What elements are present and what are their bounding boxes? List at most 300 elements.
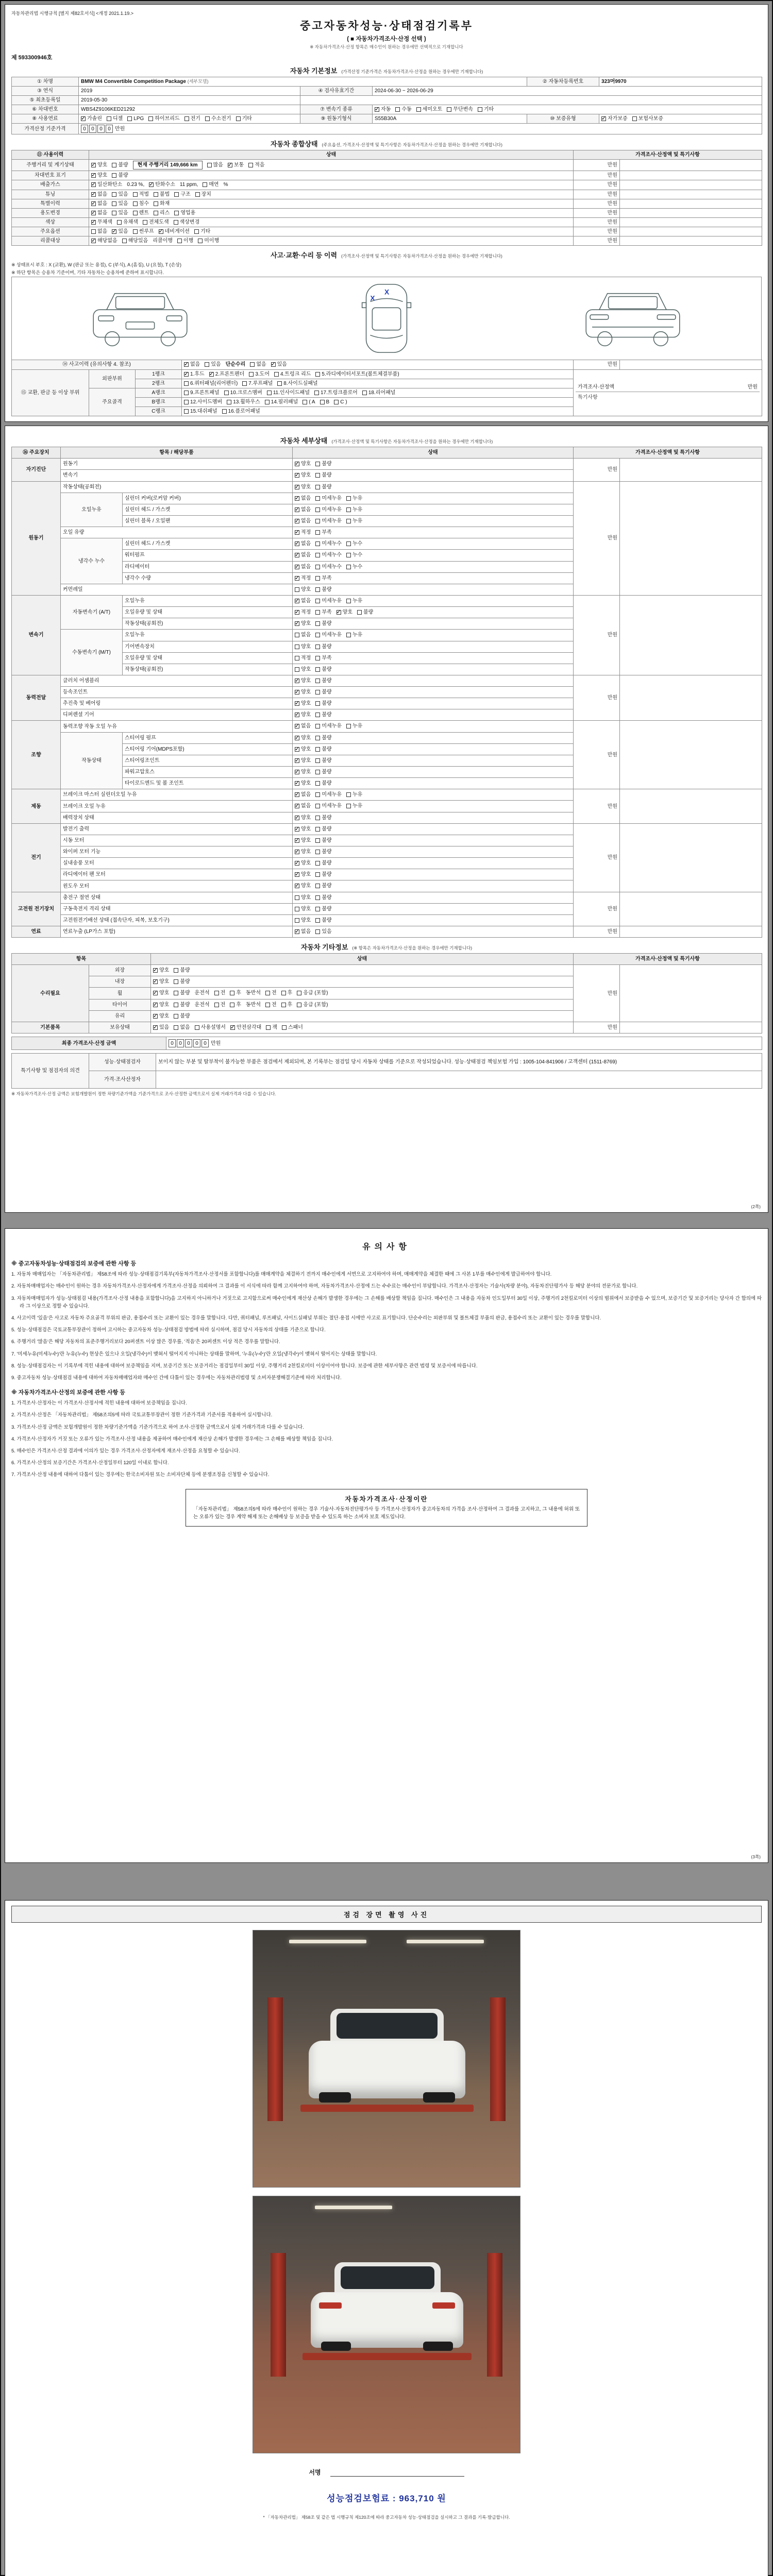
checkbox-unchecked[interactable]: [174, 210, 195, 216]
checkbox-group: [601, 115, 668, 122]
checkbox-checked[interactable]: [184, 371, 205, 378]
checkbox-unchecked[interactable]: [282, 1024, 303, 1031]
checkbox-box: [295, 736, 299, 740]
checkbox-unchecked[interactable]: [281, 990, 293, 996]
checkbox-unchecked[interactable]: [315, 598, 342, 604]
checkbox-checked[interactable]: [295, 518, 311, 524]
checkbox-label: 불량: [322, 769, 332, 775]
checkbox-unchecked[interactable]: [315, 495, 342, 502]
checkbox-checked[interactable]: [91, 200, 107, 207]
checkbox-unchecked[interactable]: [112, 162, 128, 168]
item-label: 실린더 커버(로커암 커버): [123, 493, 293, 504]
checkbox-unchecked[interactable]: [194, 228, 210, 235]
checkbox-box: [478, 107, 482, 112]
checkbox-unchecked[interactable]: [184, 399, 222, 405]
checkbox-unchecked[interactable]: [205, 115, 231, 122]
checkbox-unchecked[interactable]: [315, 883, 331, 889]
remark-label: 특기사항: [578, 394, 598, 400]
misc-col-item: 항목: [12, 954, 151, 965]
checkbox-unchecked[interactable]: [265, 399, 298, 405]
checkbox-group: [149, 181, 180, 188]
checkbox-unchecked[interactable]: [315, 780, 331, 787]
checkbox-unchecked[interactable]: [315, 837, 331, 844]
checkbox-checked[interactable]: [295, 575, 311, 582]
checkbox-unchecked[interactable]: [346, 598, 362, 604]
checkbox-unchecked[interactable]: [315, 586, 331, 593]
checkbox-checked[interactable]: [295, 609, 311, 616]
checkbox-unchecked[interactable]: [242, 380, 273, 387]
checkbox-label: 부족: [322, 575, 332, 581]
checkbox-unchecked[interactable]: [315, 928, 331, 935]
checkbox-label: 누수: [352, 541, 363, 547]
checkbox-checked[interactable]: [295, 826, 311, 833]
checkbox-group: [153, 1002, 195, 1008]
checkbox-checked[interactable]: [295, 883, 311, 889]
checkbox-unchecked[interactable]: [315, 677, 331, 684]
checkbox-checked[interactable]: [153, 978, 169, 985]
checkbox-checked[interactable]: [295, 723, 311, 730]
checkbox-unchecked[interactable]: [295, 655, 311, 662]
checkbox-unchecked[interactable]: [133, 191, 149, 198]
checkbox-group: [214, 1002, 246, 1008]
checkbox-unchecked[interactable]: [346, 506, 362, 513]
checkbox-checked[interactable]: [295, 780, 311, 787]
checkbox-unchecked[interactable]: [112, 210, 128, 216]
checkbox-unchecked[interactable]: [266, 1024, 277, 1031]
checkbox-label: 불량: [180, 990, 190, 996]
checkbox-checked[interactable]: [91, 191, 107, 198]
checkbox-checked[interactable]: [295, 860, 311, 867]
checkbox-checked[interactable]: [228, 162, 244, 168]
checkbox-unchecked[interactable]: [334, 399, 347, 405]
checkbox-unchecked[interactable]: [315, 871, 331, 878]
checkbox-box: [375, 107, 379, 112]
checkbox-box: [315, 587, 320, 592]
checkbox-unchecked[interactable]: [315, 552, 342, 558]
checkbox-checked[interactable]: [295, 552, 311, 558]
checkbox-group: [295, 711, 337, 718]
checkbox-box: [117, 220, 122, 225]
checkbox-label: 사용설명서: [200, 1024, 226, 1030]
checkbox-checked[interactable]: [209, 371, 245, 378]
checkbox-checked[interactable]: [295, 564, 311, 570]
notice-item: 5. 매수인은 가격조사·산정 결과에 이의가 있는 경우 가격조사·산정자에게 재조사·산정을 요청할 수 있습니다.: [11, 1448, 240, 1454]
checkbox-checked[interactable]: [295, 769, 311, 775]
checkbox-label: 적정: [301, 575, 311, 581]
notice-item: 2. 가격조사·산정은 「자동차관리법」 제58조의5에 따라 국토교통부장관이 정한 기준가격과 기준서를 적용하여 실시합니다.: [11, 1412, 273, 1418]
checkbox-unchecked[interactable]: [346, 540, 362, 547]
checkbox-unchecked[interactable]: [267, 389, 310, 396]
checkbox-unchecked[interactable]: [346, 518, 362, 524]
checkbox-box: [315, 485, 320, 489]
checkbox-unchecked[interactable]: [346, 552, 362, 558]
state-checks: [293, 709, 574, 721]
checkbox-checked[interactable]: [295, 735, 311, 741]
checkbox-unchecked[interactable]: [133, 200, 149, 207]
checkbox-unchecked[interactable]: [184, 408, 217, 415]
checkbox-unchecked[interactable]: [416, 106, 443, 113]
checkbox-group: [195, 1024, 308, 1031]
checkbox-unchecked[interactable]: [447, 106, 473, 113]
checkbox-box: [315, 895, 320, 900]
checkbox-checked[interactable]: [230, 1024, 261, 1031]
checkbox-label: 없음: [256, 362, 266, 368]
checkbox-unchecked[interactable]: [174, 990, 190, 996]
checkbox-label: 누유: [352, 723, 363, 730]
checkbox-unchecked[interactable]: [314, 389, 358, 396]
checkbox-unchecked[interactable]: [315, 815, 331, 821]
notice-item: 6. 주행거리 '많음'은 해당 자동차의 표준주행거리보다 20퍼센트 이상 많은 경우를, '적음'은 20퍼센트 이상 적은 경우를 말합니다.: [11, 1339, 280, 1345]
checkbox-unchecked[interactable]: [315, 803, 342, 809]
checkbox-label: 불량: [322, 872, 332, 878]
checkbox-unchecked[interactable]: [315, 860, 331, 867]
price-amount: 만원: [574, 180, 620, 190]
checkbox-unchecked[interactable]: [295, 666, 311, 673]
reg-no-value: 323머9970: [599, 77, 762, 87]
checkbox-checked[interactable]: [601, 115, 628, 122]
checkbox-unchecked[interactable]: [315, 564, 342, 570]
final-price-table: [11, 1037, 762, 1050]
checkbox-checked[interactable]: [295, 461, 311, 467]
checkbox-unchecked[interactable]: [91, 228, 107, 235]
accident-history-label: ⑭ 사고이력 (유의사항 4. 참조): [12, 360, 182, 369]
item-label: 냉각수 수량: [123, 572, 293, 584]
checkbox-checked[interactable]: [295, 803, 311, 809]
checkbox-unchecked[interactable]: [315, 609, 331, 616]
checkbox-unchecked[interactable]: [346, 803, 362, 809]
checkbox-box: [112, 173, 116, 178]
checkbox-checked[interactable]: [112, 228, 128, 235]
checkbox-checked[interactable]: [295, 815, 311, 821]
misc-state: [151, 1010, 574, 1022]
checkbox-checked[interactable]: [295, 506, 311, 513]
insurance-fee-text: 성능점검보험료 : 963,710 원: [327, 2494, 446, 2504]
checkbox-unchecked[interactable]: [184, 389, 220, 396]
section-title-accident: 사고·교환·수리 등 이력: [271, 251, 337, 260]
checkbox-unchecked[interactable]: [478, 106, 494, 113]
checkbox-unchecked[interactable]: [230, 1002, 241, 1008]
price-amount: 만원: [574, 965, 620, 1022]
checkbox-unchecked[interactable]: [148, 115, 179, 122]
checkbox-label: 미세누유: [322, 803, 342, 809]
checkbox-checked[interactable]: [337, 609, 352, 616]
checkbox-unchecked[interactable]: [315, 723, 342, 730]
checkbox-unchecked[interactable]: [315, 666, 331, 673]
checkbox-label: 양호: [301, 883, 311, 889]
checkbox-unchecked[interactable]: [133, 210, 149, 216]
checkbox-unchecked[interactable]: [315, 371, 399, 378]
year-label: ③ 연식: [12, 87, 79, 96]
checkbox-checked[interactable]: [153, 990, 169, 996]
checkbox-unchecked[interactable]: [357, 609, 373, 616]
checkbox-unchecked[interactable]: [236, 115, 252, 122]
checkbox-checked[interactable]: [81, 115, 102, 122]
checkbox-unchecked[interactable]: [207, 162, 223, 168]
checkbox-checked[interactable]: [295, 689, 311, 696]
checkbox-checked[interactable]: [295, 495, 311, 502]
checkbox-unchecked[interactable]: [303, 399, 315, 405]
checkbox-unchecked[interactable]: [315, 643, 331, 650]
checkbox-unchecked[interactable]: [154, 210, 170, 216]
checkbox-unchecked[interactable]: [277, 380, 317, 387]
checkbox-label: 양호: [159, 1013, 170, 1019]
checkbox-unchecked[interactable]: [346, 564, 362, 570]
device-label: 동력전달: [12, 675, 61, 721]
checkbox-unchecked[interactable]: [297, 990, 328, 996]
checkbox-unchecked[interactable]: [346, 791, 362, 798]
item-label: 라디에이터: [123, 561, 293, 572]
checkbox-unchecked[interactable]: [195, 1024, 226, 1031]
checkbox-checked[interactable]: [295, 700, 311, 707]
checkbox-unchecked[interactable]: [315, 689, 331, 696]
checkbox-label: 적정: [301, 655, 311, 661]
checkbox-unchecked[interactable]: [112, 200, 128, 207]
checkbox-unchecked[interactable]: [174, 219, 200, 226]
checkbox-checked[interactable]: [295, 849, 311, 855]
checkbox-unchecked[interactable]: [346, 632, 362, 638]
vin-label: ⑥ 차대번호: [12, 105, 79, 114]
checkbox-unchecked[interactable]: [214, 1002, 226, 1008]
checkbox-checked[interactable]: [91, 219, 112, 226]
checkbox-checked[interactable]: [184, 361, 200, 368]
checkbox-unchecked[interactable]: [195, 191, 211, 198]
checkbox-unchecked[interactable]: [227, 399, 260, 405]
checkbox-unchecked[interactable]: [107, 115, 123, 122]
notice-item: 7. 가격조사·산정 내용에 대하여 다툼이 있는 경우에는 한국소비자원 또는 소비자단체 등에 분쟁조정을 신청할 수 있습니다.: [11, 1472, 270, 1478]
checkbox-unchecked[interactable]: [315, 472, 331, 479]
checkbox-checked[interactable]: [295, 871, 311, 878]
misc-row: [12, 1022, 762, 1033]
checkbox-unchecked[interactable]: [297, 1002, 328, 1008]
checkbox-unchecked[interactable]: [143, 219, 169, 226]
checkbox-unchecked[interactable]: [174, 191, 190, 198]
checkbox-unchecked[interactable]: [198, 238, 219, 244]
state-checks: [293, 721, 574, 732]
checkbox-checked[interactable]: [375, 106, 391, 113]
checkbox-checked[interactable]: [149, 181, 175, 188]
notice-item: 6. 가격조사·산정의 보증기간은 가격조사·산정일부터 120일 이내로 합니다.: [11, 1460, 169, 1466]
section-misc-header: [11, 942, 762, 952]
checkbox-box: [271, 362, 276, 367]
checkbox-unchecked[interactable]: [295, 917, 311, 924]
checkbox-box: [174, 211, 179, 215]
checkbox-box: [91, 220, 96, 225]
checkbox-checked[interactable]: [295, 791, 311, 798]
checkbox-unchecked[interactable]: [315, 894, 331, 901]
checkbox-checked[interactable]: [153, 967, 169, 974]
checkbox-label: 불량: [322, 815, 332, 821]
checkbox-label: 있음: [277, 362, 287, 368]
checkbox-unchecked[interactable]: [315, 746, 331, 753]
misc-info-table: [11, 953, 762, 1033]
checkbox-checked[interactable]: [295, 529, 311, 536]
device-label: 조향: [12, 721, 61, 789]
checkbox-label: 불량: [322, 860, 332, 867]
checkbox-unchecked[interactable]: [174, 1013, 190, 1020]
checkbox-checked[interactable]: [159, 228, 190, 235]
checkbox-checked[interactable]: [91, 238, 117, 244]
checkbox-unchecked[interactable]: [315, 540, 342, 547]
item-label: 등속조인트: [61, 687, 293, 698]
checkbox-unchecked[interactable]: [184, 380, 238, 387]
checkbox-unchecked[interactable]: [295, 632, 311, 638]
checkbox-checked[interactable]: [153, 1013, 169, 1020]
price-amount: 만원: [574, 789, 620, 823]
checkbox-unchecked[interactable]: [315, 518, 342, 524]
item-label: 클러치 어셈블리: [61, 675, 293, 686]
item-label: 작동상태(공회전): [123, 618, 293, 630]
checkbox-unchecked[interactable]: [315, 849, 331, 855]
checkbox-unchecked[interactable]: [315, 700, 331, 707]
checkbox-label: 불법: [159, 191, 170, 197]
checkbox-unchecked[interactable]: [250, 361, 266, 368]
checkbox-label: 있음: [118, 229, 128, 235]
checkbox-unchecked[interactable]: [154, 200, 170, 207]
checkbox-unchecked[interactable]: [222, 408, 260, 415]
checkbox-unchecked[interactable]: [112, 191, 128, 198]
checkbox-unchecked[interactable]: [346, 723, 362, 730]
checkbox-unchecked[interactable]: [117, 219, 138, 226]
checkbox-unchecked[interactable]: [315, 906, 331, 912]
checkbox-checked[interactable]: [153, 1024, 169, 1031]
checkbox-unchecked[interactable]: [320, 399, 330, 405]
checkbox-checked[interactable]: [91, 172, 107, 179]
checkbox-label: 있음: [211, 362, 221, 368]
checkbox-unchecked[interactable]: [127, 115, 144, 122]
checkbox-unchecked[interactable]: [315, 461, 331, 467]
item-label: 워터펌프: [123, 550, 293, 561]
checkbox-unchecked[interactable]: [315, 529, 331, 536]
checkbox-unchecked[interactable]: [274, 371, 311, 378]
checkbox-unchecked[interactable]: [214, 990, 226, 996]
checkbox-unchecked[interactable]: [265, 1002, 277, 1008]
checkbox-label: 전체도색: [148, 219, 169, 225]
checkbox-unchecked[interactable]: [295, 586, 311, 593]
checkbox-label: 미세누유: [322, 632, 342, 638]
checkbox-unchecked[interactable]: [205, 361, 221, 368]
checkbox-box: [122, 239, 127, 243]
checkbox-unchecked[interactable]: [315, 655, 331, 662]
checkbox-unchecked[interactable]: [281, 1002, 293, 1008]
checkbox-unchecked[interactable]: [249, 371, 270, 378]
checkbox-unchecked[interactable]: [315, 917, 331, 924]
checkbox-box: [334, 400, 339, 404]
checkbox-unchecked[interactable]: [174, 1002, 190, 1008]
checkbox-checked[interactable]: [295, 598, 311, 604]
detail-row: [12, 481, 762, 493]
checkbox-checked[interactable]: [295, 620, 311, 627]
checkbox-label: 11.인사이드패널: [273, 389, 310, 396]
checkbox-unchecked[interactable]: [122, 238, 148, 244]
misc-row: [12, 965, 762, 976]
checkbox-unchecked[interactable]: [177, 238, 193, 244]
state-checks: [293, 812, 574, 823]
checkbox-unchecked[interactable]: [224, 389, 262, 396]
checkbox-unchecked[interactable]: [154, 191, 170, 198]
checkbox-box: [154, 192, 158, 197]
price-remark: [620, 965, 762, 1022]
checkbox-label: 양호: [301, 689, 311, 696]
checkbox-group: [295, 564, 367, 570]
checkbox-checked[interactable]: [91, 162, 107, 168]
checkbox-label: 불량: [322, 621, 332, 627]
usage-item-label: 주요옵션: [12, 227, 89, 236]
checkbox-unchecked[interactable]: [174, 978, 190, 985]
checkbox-checked[interactable]: [271, 361, 287, 368]
checkbox-unchecked[interactable]: [203, 181, 219, 188]
checkbox-label: 불량: [322, 746, 332, 752]
checkbox-unchecked[interactable]: [133, 228, 154, 235]
checkbox-unchecked[interactable]: [174, 967, 190, 974]
checkbox-label: 렌트: [139, 210, 149, 216]
signature-line[interactable]: [330, 2468, 464, 2477]
checkbox-unchecked[interactable]: [346, 495, 362, 502]
inline-text: 리콜이행: [153, 238, 173, 244]
checkbox-unchecked[interactable]: [174, 1024, 190, 1031]
checkbox-unchecked[interactable]: [112, 172, 128, 179]
checkbox-checked[interactable]: [91, 210, 107, 216]
checkbox-group: [295, 871, 337, 878]
checkbox-checked[interactable]: [295, 928, 311, 935]
checkbox-label: 8.사이드실패널: [283, 380, 318, 386]
checkbox-checked[interactable]: [153, 1002, 169, 1008]
checkbox-box: [295, 713, 299, 717]
checkbox-checked[interactable]: [295, 837, 311, 844]
remarks-text: [156, 1071, 762, 1089]
checkbox-unchecked[interactable]: [295, 643, 311, 650]
checkbox-checked[interactable]: [295, 540, 311, 547]
checkbox-unchecked[interactable]: [315, 620, 331, 627]
checkbox-unchecked[interactable]: [395, 106, 411, 113]
checkbox-unchecked[interactable]: [315, 735, 331, 741]
checkbox-label: 응급 (포함): [303, 1002, 328, 1008]
checkbox-checked[interactable]: [91, 181, 122, 188]
checkbox-unchecked[interactable]: [315, 711, 331, 718]
checkbox-checked[interactable]: [295, 472, 311, 479]
checkbox-unchecked[interactable]: [315, 506, 342, 513]
checkbox-unchecked[interactable]: [315, 757, 331, 764]
checkbox-unchecked[interactable]: [230, 990, 241, 996]
checkbox-label: 누유: [352, 495, 363, 501]
item-label: 배력장치 상태: [61, 812, 293, 823]
checkbox-checked[interactable]: [295, 746, 311, 753]
checkbox-group: [295, 689, 337, 696]
state-checks: [293, 493, 574, 504]
checkbox-unchecked[interactable]: [362, 389, 396, 396]
checkbox-checked[interactable]: [295, 484, 311, 490]
checkbox-unchecked[interactable]: [184, 115, 200, 122]
checkbox-unchecked[interactable]: [315, 791, 342, 798]
checkbox-label: 없음: [301, 518, 311, 524]
checkbox-checked[interactable]: [295, 711, 311, 718]
checkbox-unchecked[interactable]: [315, 826, 331, 833]
checkbox-unchecked[interactable]: [315, 484, 331, 490]
checkbox-checked[interactable]: [295, 757, 311, 764]
checkbox-unchecked[interactable]: [315, 769, 331, 775]
checkbox-unchecked[interactable]: [315, 575, 331, 582]
checkbox-checked[interactable]: [295, 677, 311, 684]
checkbox-box: [295, 758, 299, 763]
usage-state: [89, 171, 574, 180]
checkbox-unchecked[interactable]: [295, 906, 311, 912]
overall-row: [12, 208, 762, 217]
checkbox-unchecked[interactable]: [295, 894, 311, 901]
checkbox-label: 10.크로스멤버: [230, 389, 262, 396]
checkbox-unchecked[interactable]: [632, 115, 663, 122]
checkbox-unchecked[interactable]: [265, 990, 277, 996]
checkbox-unchecked[interactable]: [315, 632, 342, 638]
checkbox-unchecked[interactable]: [248, 162, 264, 168]
